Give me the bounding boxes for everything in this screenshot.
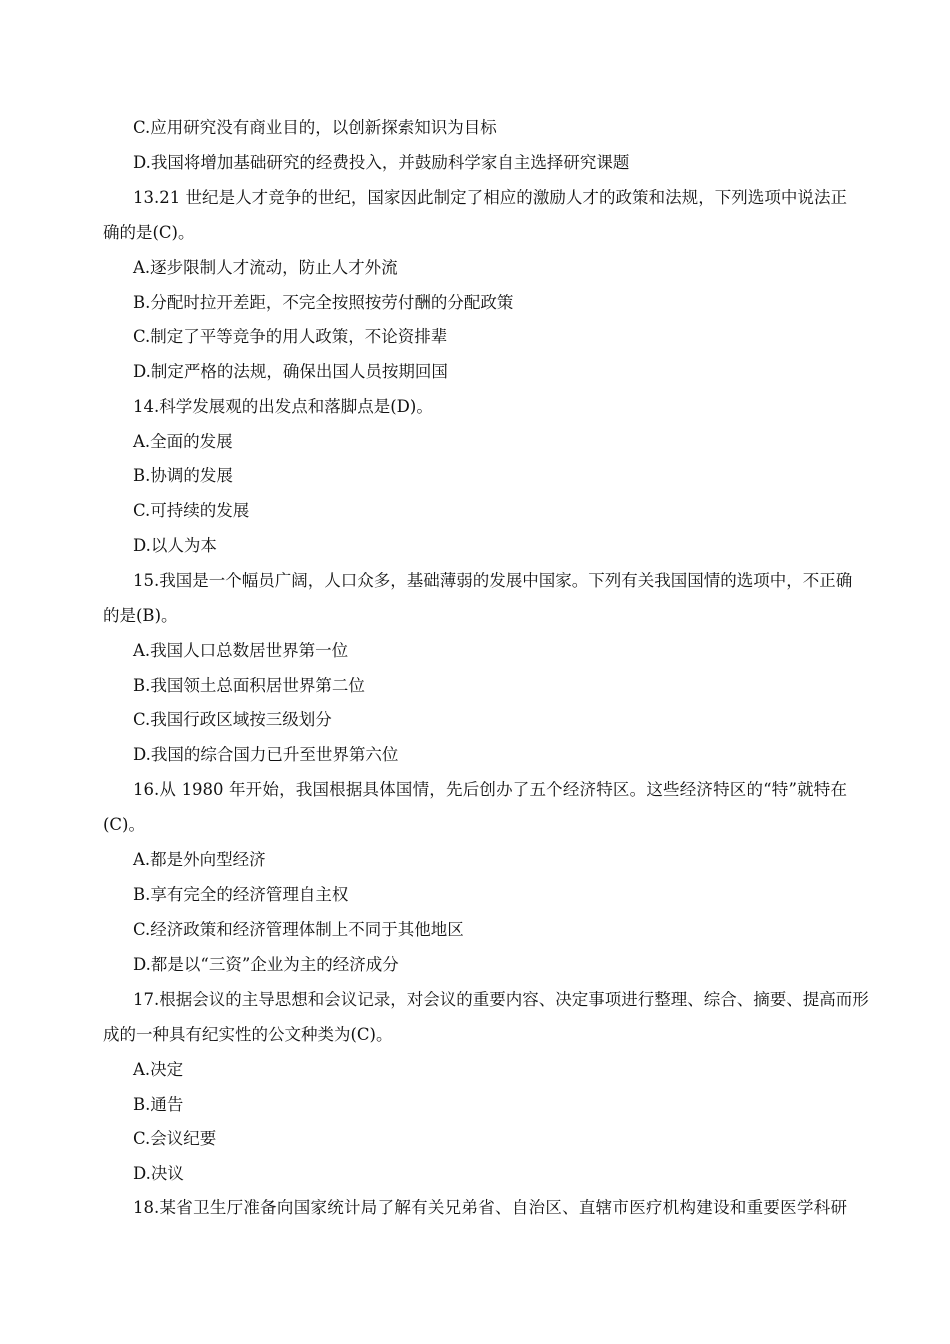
option-c-q16: C.经济政策和经济管理体制上不同于其他地区 <box>133 920 464 939</box>
question-14: 14.科学发展观的出发点和落脚点是(D)。 <box>133 397 433 416</box>
option-d-q12: D.我国将增加基础研究的经费投入，并鼓励科学家自主选择研究课题 <box>133 153 630 172</box>
question-16: 16.从 1980 年开始，我国根据具体国情，先后创办了五个经济特区。这些经济特区的“特”就特在 <box>133 780 847 799</box>
option-c-q12: C.应用研究没有商业目的，以创新探索知识为目标 <box>133 118 497 137</box>
option-a-q15: A.我国人口总数居世界第一位 <box>133 641 349 660</box>
option-c-q14: C.可持续的发展 <box>133 501 250 520</box>
option-a-q17: A.决定 <box>133 1060 184 1079</box>
question-17-cont: 成的一种具有纪实性的公文种类为(C)。 <box>103 1025 393 1044</box>
option-d-q17: D.决议 <box>133 1164 184 1183</box>
question-13: 13.21 世纪是人才竞争的世纪，国家因此制定了相应的激励人才的政策和法规，下列选项中说法正 <box>133 188 847 207</box>
question-13-cont: 确的是(C)。 <box>103 223 195 242</box>
option-c-q15: C.我国行政区域按三级划分 <box>133 710 332 729</box>
question-15: 15.我国是一个幅员广阔，人口众多，基础薄弱的发展中国家。下列有关我国国情的选项中，不正确 <box>133 571 853 590</box>
option-b-q16: B.享有完全的经济管理自主权 <box>133 885 349 904</box>
question-18: 18.某省卫生厅准备向国家统计局了解有关兄弟省、自治区、直辖市医疗机构建设和重要医学科研 <box>133 1198 847 1217</box>
option-d-q13: D.制定严格的法规，确保出国人员按期回国 <box>133 362 448 381</box>
option-a-q16: A.都是外向型经济 <box>133 850 266 869</box>
question-17: 17.根据会议的主导思想和会议记录，对会议的重要内容、决定事项进行整理、综合、摘要、提高而形 <box>133 990 869 1009</box>
option-d-q16: D.都是以“三资”企业为主的经济成分 <box>133 955 399 974</box>
option-b-q15: B.我国领土总面积居世界第二位 <box>133 676 365 695</box>
option-c-q13: C.制定了平等竞争的用人政策，不论资排辈 <box>133 327 448 346</box>
option-a-q13: A.逐步限制人才流动，防止人才外流 <box>133 258 398 277</box>
option-d-q15: D.我国的综合国力已升至世界第六位 <box>133 745 399 764</box>
option-c-q17: C.会议纪要 <box>133 1129 217 1148</box>
option-b-q17: B.通告 <box>133 1095 184 1114</box>
question-16-cont: (C)。 <box>103 815 145 834</box>
option-d-q14: D.以人为本 <box>133 536 217 555</box>
option-a-q14: A.全面的发展 <box>133 432 233 451</box>
question-15-cont: 的是(B)。 <box>103 606 178 625</box>
option-b-q13: B.分配时拉开差距，不完全按照按劳付酬的分配政策 <box>133 293 514 312</box>
option-b-q14: B.协调的发展 <box>133 466 233 485</box>
